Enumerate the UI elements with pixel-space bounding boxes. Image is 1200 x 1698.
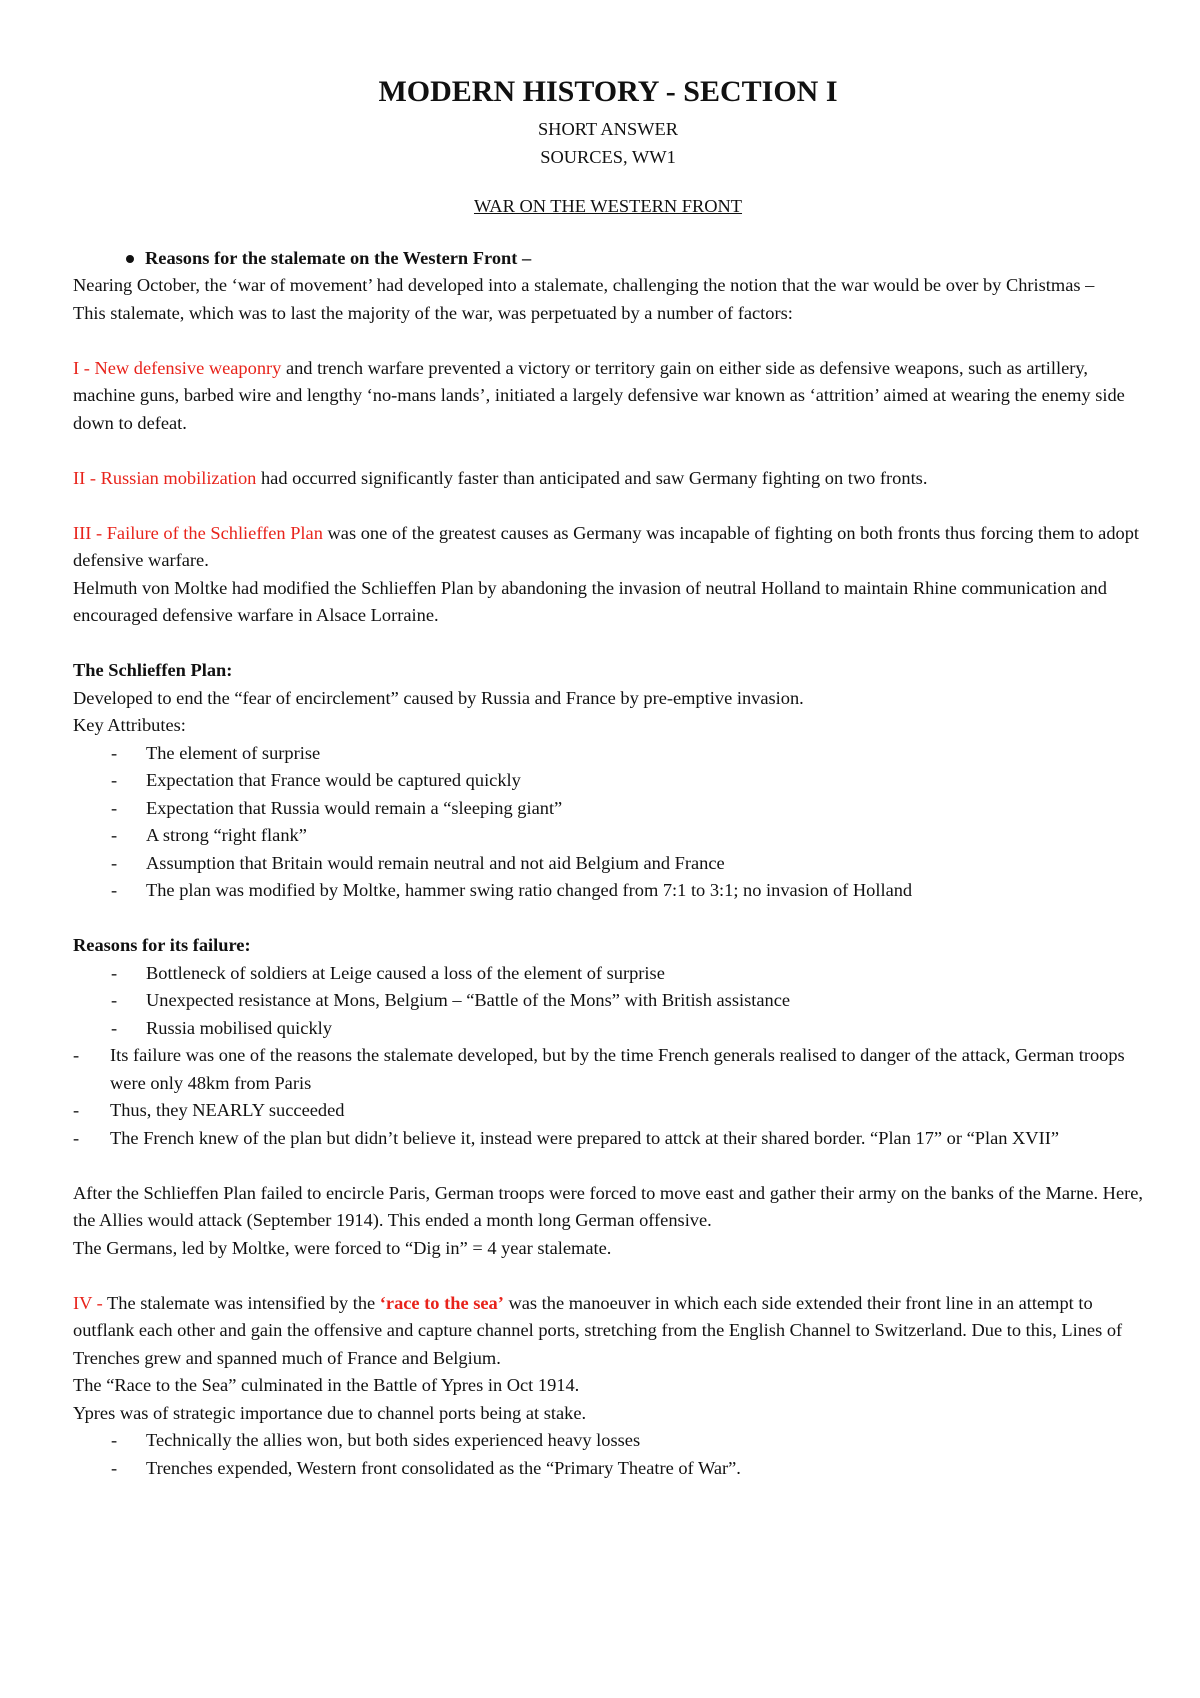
- list-item: [73, 960, 1143, 988]
- list-item-text: Expectation that Russia would remain a “sleeping giant”: [146, 797, 563, 818]
- dash-icon: -: [111, 880, 118, 900]
- ypres-points-list: [73, 1427, 1143, 1482]
- spacer: [73, 492, 1143, 520]
- key-attributes-list: [73, 740, 1143, 905]
- dash-icon: -: [111, 797, 118, 818]
- stalemate-bullet: [73, 245, 1143, 273]
- intro-line: This stalemate, which was to last the majority of the war, was perpetuated by a number of factors:: [73, 302, 793, 323]
- list-item-text: Trenches expended, Western front consolidated as the “Primary Theatre of War”.: [146, 1457, 741, 1478]
- list-item-text: Its failure was one of the reasons the stalemate developed, but by the time French generals realised to danger of the attack, German troops were only 48km from Paris: [110, 1045, 1125, 1093]
- subtitle-short-answer: SHORT ANSWER: [537, 119, 679, 139]
- list-item: [73, 987, 1143, 1015]
- factor-4-text-a: The stalemate was intensified by the: [102, 1292, 380, 1313]
- factor-1-text: and trench warfare prevented a victory or territory gain on either side as defensive weapons, such as artillery, machine guns, barbed wire and lengthy ‘no-mans lands’, initiated a largely defensive war known as ‘attrition’ aimed at wearing the enemy side down to defeat.: [73, 357, 1125, 433]
- list-item-text: The French knew of the plan but didn’t believe it, instead were prepared to attck at their shared border. “Plan 17” or “Plan XVII”: [110, 1127, 1060, 1148]
- ypres-importance-line: Ypres was of strategic importance due to channel ports being at stake.: [73, 1402, 587, 1423]
- spacer: [73, 630, 1143, 658]
- failure-notes-list: [73, 1042, 1143, 1152]
- list-item-text: Thus, they NEARLY succeeded: [110, 1100, 345, 1120]
- dash-icon: -: [111, 962, 118, 983]
- list-item: [73, 877, 1143, 905]
- list-item: [73, 1015, 1143, 1043]
- list-item: [73, 1042, 1143, 1097]
- dash-icon: -: [111, 990, 118, 1010]
- subtitle-sources: SOURCES, WW1: [540, 146, 676, 167]
- list-item: [73, 795, 1143, 823]
- factor-3-text: was one of the greatest causes as Germany was incapable of fighting on both fronts thus forcing them to adopt defensive warfare.: [73, 522, 1140, 570]
- list-item: [73, 822, 1143, 850]
- dash-icon: -: [111, 852, 118, 873]
- dash-icon: -: [73, 1127, 80, 1148]
- spacer: [73, 327, 1143, 355]
- list-item-text: The element of surprise: [146, 742, 321, 763]
- page-title: MODERN HISTORY - SECTION I: [378, 75, 838, 108]
- dash-icon: -: [111, 770, 118, 790]
- bullet-dot-icon: [126, 255, 134, 263]
- failure-heading: Reasons for its failure:: [73, 935, 251, 955]
- list-item: [73, 1455, 1143, 1483]
- moltke-paragraph: Helmuth von Moltke had modified the Schlieffen Plan by abandoning the invasion of neutral Holland to maintain Rhine communication and encouraged defensive warfare in Alsace Lorraine.: [73, 577, 1107, 625]
- list-item-text: Bottleneck of soldiers at Leige caused a loss of the element of surprise: [146, 962, 665, 983]
- list-item-text: Technically the allies won, but both sides experienced heavy losses: [146, 1430, 641, 1450]
- list-item: [73, 1427, 1143, 1455]
- list-item-text: A strong “right flank”: [146, 825, 307, 845]
- marne-paragraph: After the Schlieffen Plan failed to encircle Paris, German troops were forced to move east and gather their army on the banks of the Marne. Here, the Allies would attack (September 1914). This ended a month long German offensive.: [73, 1182, 1144, 1230]
- list-item: [73, 767, 1143, 795]
- dash-icon: -: [111, 825, 118, 845]
- schlieffen-heading: The Schlieffen Plan:: [73, 660, 233, 680]
- race-to-sea-highlight: ‘race to the sea’: [379, 1292, 504, 1313]
- spacer: [73, 437, 1143, 465]
- factor-4-label: IV -: [73, 1292, 103, 1313]
- ypres-battle-line: The “Race to the Sea” culminated in the Battle of Ypres in Oct 1914.: [73, 1375, 580, 1395]
- document-body: [73, 72, 1143, 1482]
- failure-reasons-list: [73, 960, 1143, 1043]
- factor-2-text: had occurred significantly faster than anticipated and saw Germany fighting on two fronts.: [256, 467, 928, 488]
- dash-icon: -: [73, 1100, 80, 1120]
- spacer: [73, 1152, 1143, 1180]
- dash-icon: -: [111, 1430, 118, 1450]
- list-item: [73, 850, 1143, 878]
- dash-icon: -: [73, 1045, 80, 1065]
- factor-2-label: II - Russian mobilization: [73, 467, 257, 488]
- schlieffen-description: Developed to end the “fear of encirclement” caused by Russia and France by pre-emptive invasion.: [73, 687, 804, 708]
- list-item-text: The plan was modified by Moltke, hammer swing ratio changed from 7:1 to 3:1; no invasion of Holland: [146, 880, 913, 900]
- spacer: [73, 905, 1143, 933]
- dash-icon: -: [111, 742, 118, 763]
- list-item: [73, 740, 1143, 768]
- list-item: [73, 1125, 1143, 1153]
- spacer: [73, 1262, 1143, 1290]
- list-item-text: Assumption that Britain would remain neutral and not aid Belgium and France: [146, 852, 725, 873]
- factor-1-label: I - New defensive weaponry: [73, 357, 282, 378]
- factor-2-paragraph: [73, 465, 1143, 493]
- list-item-text: Unexpected resistance at Mons, Belgium – “Battle of the Mons” with British assistance: [146, 990, 791, 1010]
- list-item-text: Russia mobilised quickly: [146, 1017, 332, 1038]
- section-heading: WAR ON THE WESTERN FRONT: [473, 196, 743, 216]
- list-item: [73, 1097, 1143, 1125]
- intro-paragraph: Nearing October, the ‘war of movement’ had developed into a stalemate, challenging the notion that the war would be over by Christmas –: [73, 275, 1095, 295]
- key-attributes-label: Key Attributes:: [73, 715, 186, 735]
- list-item-text: Expectation that France would be captured quickly: [146, 770, 521, 790]
- factor-3-label: III - Failure of the Schlieffen Plan: [73, 522, 323, 543]
- stalemate-bullet-text: Reasons for the stalemate on the Western Front –: [145, 247, 532, 268]
- factor-4-paragraph: [73, 1290, 1143, 1373]
- factor-3-paragraph: [73, 520, 1143, 575]
- factor-4-text-b: was the manoeuver in which each side extended their front line in an attempt to outflank each other and gain the offensive and capture channel ports, stretching from the English Channel to Switzerland. Due to this, Lines of Trenches grew and spanned much of France and Belgium.: [73, 1292, 1123, 1368]
- factor-1-paragraph: [73, 355, 1143, 438]
- dig-in-line: The Germans, led by Moltke, were forced to “Dig in” = 4 year stalemate.: [73, 1237, 612, 1258]
- dash-icon: -: [111, 1457, 118, 1478]
- dash-icon: -: [111, 1017, 118, 1038]
